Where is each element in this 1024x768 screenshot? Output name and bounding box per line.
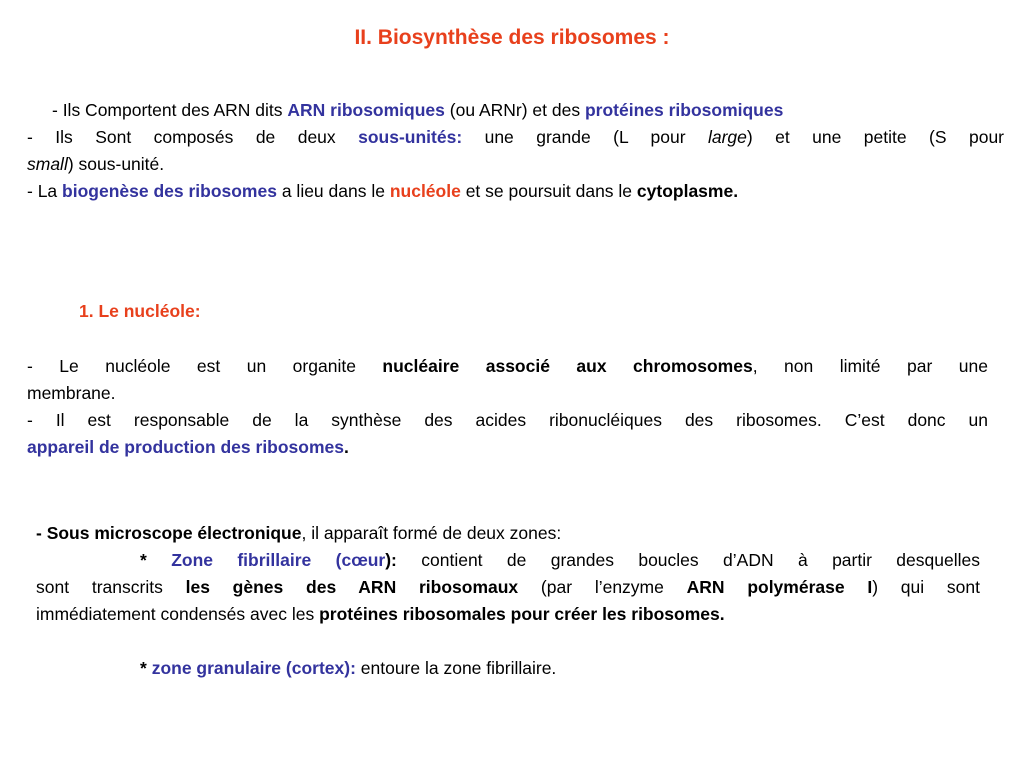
bullet-star: * [140, 550, 172, 570]
micro-text: entoure la zone fibrillaire. [355, 658, 557, 678]
intro-text: ) sous-unité. [67, 154, 165, 174]
proteines-ribosomales: protéines ribosomales pour créer les ribosomes. [319, 604, 725, 624]
sous-unites: sous-unités: [358, 127, 463, 147]
nucleole-block [27, 353, 988, 461]
micro-text: (par l’enzyme [518, 577, 687, 597]
cytoplasme-term: cytoplasme. [636, 181, 739, 201]
intro-text: - La [27, 181, 63, 201]
nucleole-text: - Il est responsable de la synthèse des acides ribonucléiques des ribosomes. C’est donc un [27, 410, 988, 430]
nucleole-term: nucléole [389, 181, 461, 201]
intro-line-1 [27, 97, 1004, 124]
intro-line-3 [27, 151, 1004, 178]
micro-line-2 [36, 547, 980, 574]
micro-line-5 [36, 655, 980, 682]
page-title: II. Biosynthèse des ribosomes : [354, 26, 670, 49]
nucleole-text: membrane. [27, 383, 116, 403]
intro-text: - Ils Comportent des ARN dits [52, 100, 288, 120]
intro-text: ) et une petite (S pour [746, 127, 1004, 147]
micro-text: sont transcrits [36, 577, 186, 597]
sous-microscope: - Sous microscope électronique [36, 523, 302, 543]
zone-granulaire: zone granulaire (cortex): [151, 658, 356, 678]
intro-text: (ou ARNr) et des [444, 100, 585, 120]
micro-text: ) qui sont [872, 577, 980, 597]
nucleole-line-4 [27, 434, 988, 461]
proteines-ribosomiques: protéines ribosomiques [584, 100, 784, 120]
micro-line-1 [36, 520, 980, 547]
micro-text: immédiatement condensés avec les [36, 604, 320, 624]
intro-block [27, 97, 1004, 205]
intro-text: - Ils Sont composés de deux [27, 127, 359, 147]
small-term: small [27, 154, 68, 174]
nucleole-text: , non limité par une [752, 356, 988, 376]
micro-text: contient de grandes boucles d’ADN à partir desquelles [396, 550, 980, 570]
intro-text: et se poursuit dans le [460, 181, 637, 201]
period: . [344, 437, 349, 457]
nucleole-text: - Le nucléole est un organite [27, 356, 383, 376]
micro-line-4 [36, 601, 980, 628]
intro-text: a lieu dans le [276, 181, 390, 201]
appareil-production: appareil de production des ribosomes [27, 437, 345, 457]
microscope-block [36, 520, 980, 682]
arn-ribosomiques: ARN ribosomiques [287, 100, 445, 120]
intro-line-4 [27, 178, 1004, 205]
zone-fibrillaire: Zone fibrillaire (cœur [171, 550, 386, 570]
genes-arn: les gènes des ARN ribosomaux [185, 577, 519, 597]
nucleole-line-2 [27, 380, 988, 407]
nucleaire-associe: nucléaire associé aux chromosomes [382, 356, 753, 376]
nucleole-line-1 [27, 353, 988, 380]
micro-spacer [36, 628, 980, 655]
section-heading-nucleole: 1. Le nucléole: [79, 301, 201, 321]
large-term: large [707, 127, 747, 147]
arn-polymerase: ARN polymérase I [686, 577, 873, 597]
paren-colon: ): [385, 550, 397, 570]
biogenese-ribosomes: biogenèse des ribosomes [62, 181, 277, 201]
micro-line-3 [36, 574, 980, 601]
bullet-star: * [140, 658, 152, 678]
intro-line-2 [27, 124, 1004, 151]
micro-text: , il apparaît formé de deux zones: [301, 523, 562, 543]
nucleole-line-3 [27, 407, 988, 434]
intro-text: une grande (L pour [462, 127, 708, 147]
